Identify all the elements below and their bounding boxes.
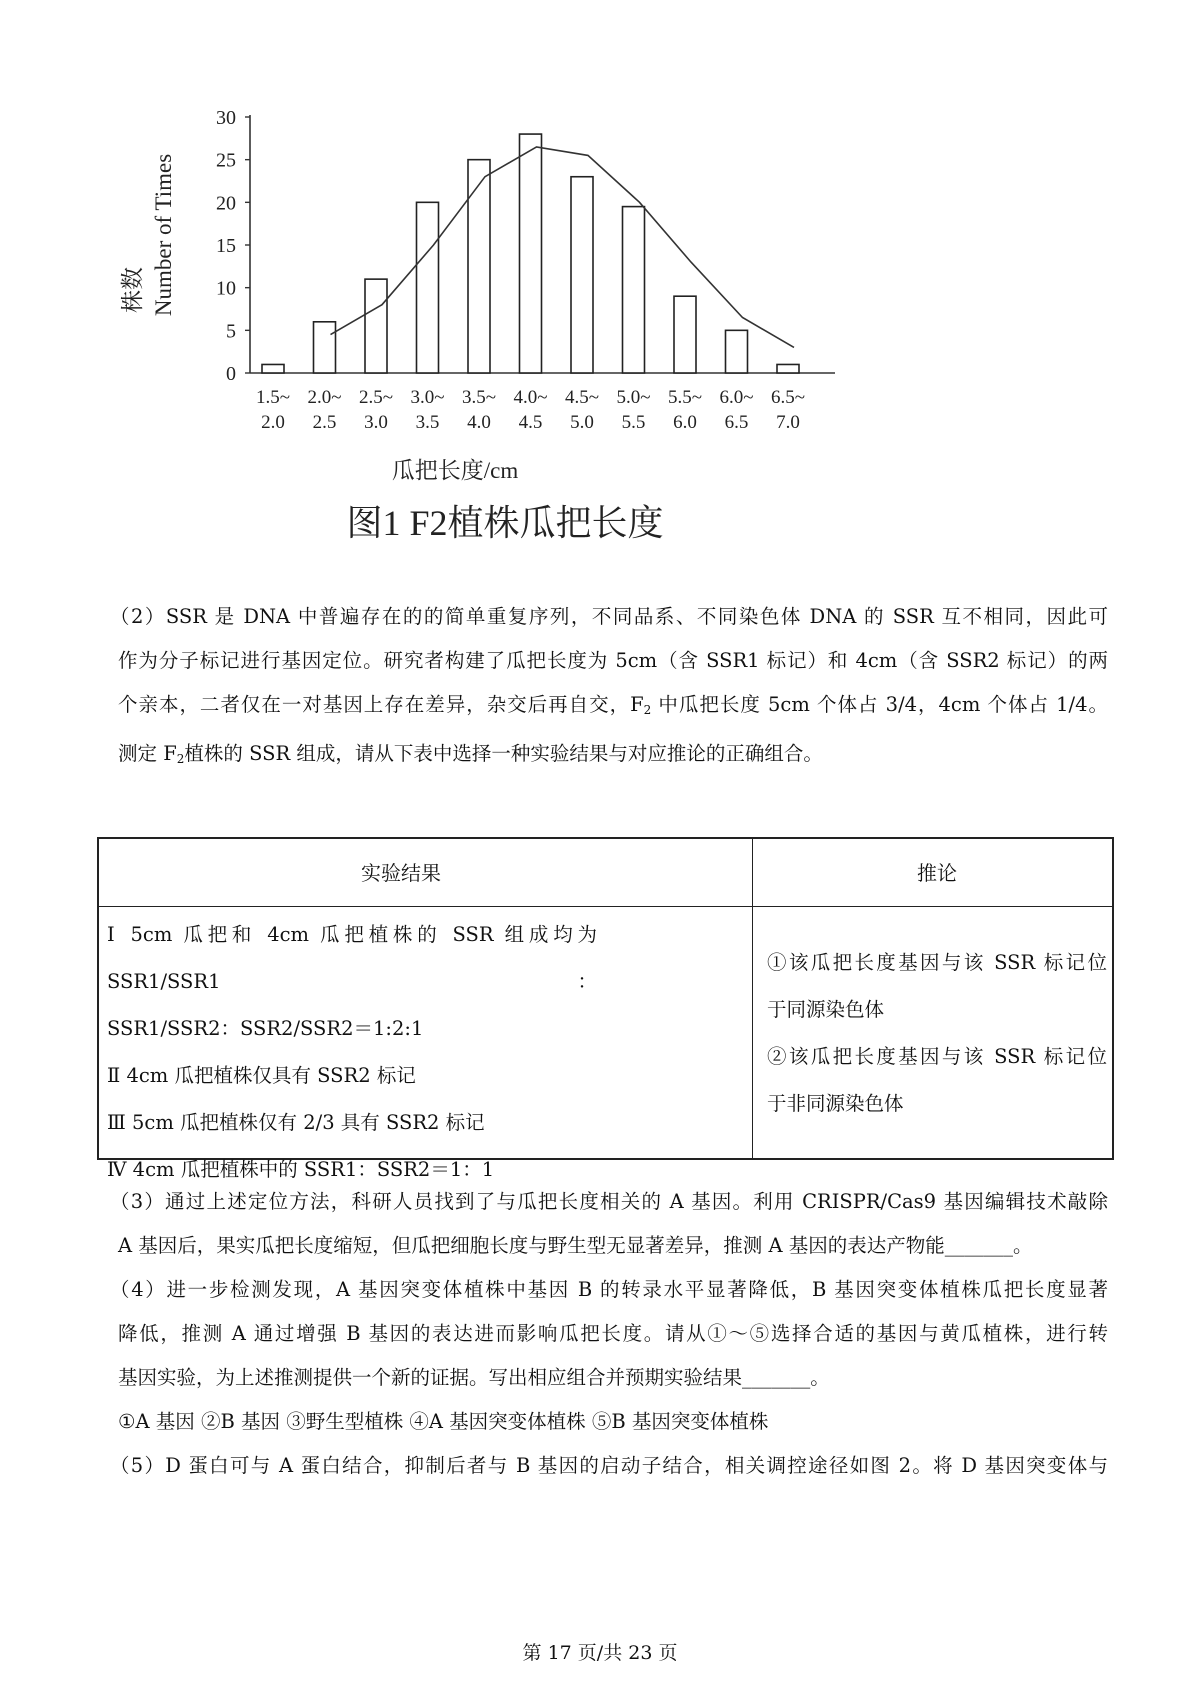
bar <box>520 134 542 373</box>
bar-chart <box>100 95 920 555</box>
bar <box>262 364 284 373</box>
result-line: SSR1/SSR2：SSR2/SSR2＝1:2:1 <box>107 1017 424 1040</box>
chart-bars <box>262 134 799 373</box>
y-tick-label: 10 <box>216 277 236 300</box>
bar <box>623 207 645 373</box>
q4-line: （4）进一步检测发现，A 基因突变体植株中基因 B 的转录水平显著降低，B 基因突变体植株瓜把长度显著 <box>110 1278 1108 1301</box>
q5-line: （5）D 蛋白可与 A 蛋白结合，抑制后者与 B 基因的启动子结合，相关调控途径如图 2。将 D 基因突变体与 <box>110 1454 1108 1477</box>
q2-line-3: 个亲本，二者仅在一对基因上存在差异，杂交后再自交，$F_2$ 中瓜把长度 5cm 个体占 3/4，4cm 个体占 1/4。 <box>118 693 1109 717</box>
header-inference: 推论 <box>917 861 957 885</box>
inference-line: 于同源染色体 <box>767 998 885 1021</box>
bar <box>417 202 439 373</box>
x-tick-label: 2.0 <box>261 412 285 433</box>
x-tick-label: 2.5 <box>312 412 337 433</box>
y-tick-label: 25 <box>216 149 236 172</box>
y-tick-label: 30 <box>216 107 236 129</box>
result-line: Ⅲ 5cm 瓜把植株仅有 2/3 具有 SSR2 标记 <box>107 1111 485 1134</box>
x-tick-label: 4.5~ <box>564 387 600 408</box>
x-tick-label: 6.0 <box>673 412 697 433</box>
x-tick-label: 3.5 <box>415 412 440 433</box>
y-tick-label: 15 <box>216 235 236 257</box>
bar <box>777 364 799 373</box>
question-4 <box>110 1268 1108 1444</box>
table-column-divider <box>752 839 753 1158</box>
x-tick-label: 3.0~ <box>410 387 445 408</box>
x-tick-label: 5.0~ <box>616 387 651 408</box>
x-tick-label: 2.5~ <box>358 387 394 408</box>
x-tick-label: 5.0 <box>570 412 594 433</box>
chart-title: 图1 F2植株瓜把长度 <box>346 503 664 543</box>
x-tick-label: 6.5~ <box>770 387 806 408</box>
x-tick-label: 5.5 <box>621 412 646 433</box>
y-tick-label: 0 <box>226 363 236 385</box>
q3-line: （3）通过上述定位方法，科研人员找到了与瓜把长度相关的 A 基因。利用 CRISPR/Cas9 基因编辑技术敲除 <box>110 1190 1108 1213</box>
y-axis-label-cn: 株数 <box>120 267 145 313</box>
inference-line: ①该瓜把长度基因与该 SSR 标记位 <box>767 951 1107 974</box>
q2-line-1: （2）SSR 是 DNA 中普遍存在的的简单重复序列，不同品系、不同染色体 DNA 的 SSR 互不相同，因此可 <box>110 605 1108 628</box>
bar <box>674 296 696 373</box>
result-line: Ⅰ 5cm 瓜把和 4cm 瓜把植株的 SSR 组成均为 SSR1/SSR1： <box>107 923 597 993</box>
x-tick-label: 6.0~ <box>719 387 754 408</box>
x-tick-label: 6.5 <box>724 412 749 433</box>
header-results: 实验结果 <box>361 861 441 885</box>
q2-line-4: 测定 $F_2$植株的 SSR 组成，请从下表中选择一种实验结果与对应推论的正确组合。 <box>118 742 823 766</box>
table-header-row <box>99 839 1112 907</box>
question-5 <box>110 1444 1108 1488</box>
y-axis-label-en: Number of Times <box>151 153 176 317</box>
result-line: Ⅱ 4cm 瓜把植株仅具有 SSR2 标记 <box>107 1064 416 1087</box>
page-footer: 第 17 页/共 23 页 <box>522 1642 678 1664</box>
bar <box>468 160 490 373</box>
trend-curve <box>331 147 795 348</box>
x-tick-label: 3.5~ <box>461 387 497 408</box>
q3-line: A 基因后，果实瓜把长度缩短，但瓜把细胞长度与野生型无显著差异，推测 A 基因的表达产物能_______。 <box>118 1234 1033 1257</box>
x-tick-label: 2.0~ <box>307 387 342 408</box>
result-inference-table <box>97 837 1114 1181</box>
chart-labels <box>120 107 805 543</box>
question-3 <box>110 1180 1108 1268</box>
x-tick-label: 4.5 <box>518 412 543 433</box>
inference-cell <box>767 939 1107 1127</box>
result-line: Ⅳ 4cm 瓜把植株中的 SSR1：SSR2＝1：1 <box>107 1158 495 1181</box>
x-tick-label: 7.0 <box>776 412 800 433</box>
results-cell <box>107 911 597 1193</box>
x-tick-label: 5.5~ <box>667 387 703 408</box>
q4-line: 基因实验，为上述推测提供一个新的证据。写出相应组合并预期实验结果_______。 <box>118 1366 830 1389</box>
q4-line: 降低，推测 A 通过增强 B 基因的表达进而影响瓜把长度。请从①～⑤选择合适的基因与黄瓜植株，进行转 <box>118 1322 1108 1345</box>
bar <box>365 279 387 373</box>
x-tick-label: 4.0 <box>467 412 491 433</box>
x-tick-label: 1.5~ <box>255 387 291 408</box>
question-2 <box>110 595 1109 781</box>
q4-line: ①A 基因 ②B 基因 ③野生型植株 ④A 基因突变体植株 ⑤B 基因突变体植株 <box>118 1410 769 1433</box>
chart-curve <box>331 147 795 348</box>
inference-line: 于非同源染色体 <box>767 1092 904 1115</box>
x-axis-label: 瓜把长度/cm <box>391 458 519 483</box>
x-tick-label: 4.0~ <box>513 387 548 408</box>
x-tick-label: 3.0 <box>364 412 388 433</box>
bar <box>314 322 336 373</box>
inference-line: ②该瓜把长度基因与该 SSR 标记位 <box>767 1045 1107 1068</box>
q2-line-2: 作为分子标记进行基因定位。研究者构建了瓜把长度为 5cm（含 SSR1 标记）和 4cm（含 SSR2 标记）的两 <box>118 649 1108 672</box>
bar <box>726 330 748 373</box>
y-tick-label: 5 <box>226 320 236 343</box>
bar <box>571 177 593 373</box>
y-tick-label: 20 <box>216 192 236 215</box>
